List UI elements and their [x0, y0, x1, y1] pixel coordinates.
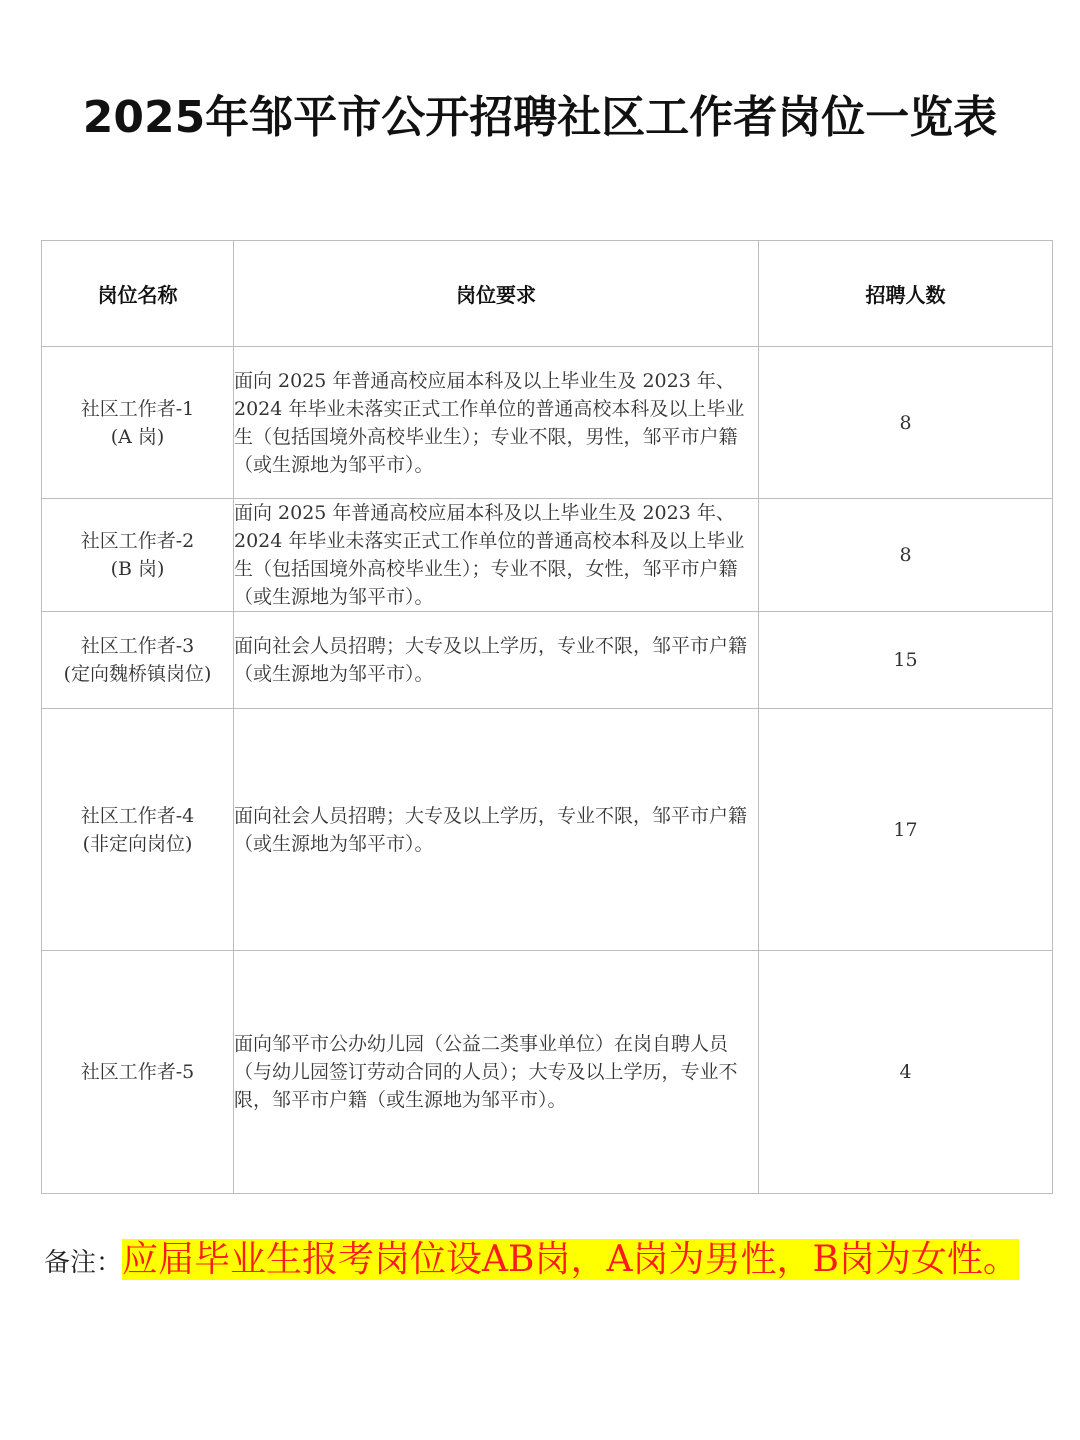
requirement-cell: 面向邹平市公办幼儿园（公益二类事业单位）在岗自聘人员（与幼儿园签订劳动合同的人员）；大专及以上学历，专业不限，邹平市户籍（或生源地为邹平市）。 [234, 951, 759, 1194]
remark-highlight-text: 应届毕业生报考岗位设AB岗，A岗为男性，B岗为女性。 [122, 1239, 1019, 1280]
remark-label: 备注： [44, 1248, 123, 1278]
position-name: 社区工作者-2 [80, 530, 195, 552]
header-count: 招聘人数 [759, 241, 1053, 347]
remark-note [44, 1236, 1034, 1287]
count-cell: 4 [759, 951, 1053, 1194]
table-row [42, 499, 1053, 612]
position-name-cell [42, 951, 234, 1194]
count-cell: 15 [759, 612, 1053, 709]
positions-table [41, 240, 1053, 1194]
position-name: 社区工作者-4 [80, 804, 195, 827]
requirement-cell: 面向社会人员招聘；大专及以上学历，专业不限，邹平市户籍（或生源地为邹平市）。 [234, 612, 759, 709]
position-tag: (定向魏桥镇岗位) [63, 663, 212, 685]
position-tag: (B 岗) [110, 558, 165, 580]
table-row [42, 347, 1053, 499]
position-name-cell [42, 612, 234, 709]
page-title: 2025年邹平市公开招聘社区工作者岗位一览表 [82, 92, 998, 143]
requirement-cell: 面向社会人员招聘；大专及以上学历，专业不限，邹平市户籍（或生源地为邹平市）。 [234, 709, 759, 951]
position-tag: (非定向岗位) [82, 832, 193, 855]
position-name-cell [42, 709, 234, 951]
header-position-name: 岗位名称 [42, 241, 234, 347]
count-cell: 8 [759, 347, 1053, 499]
table-row [42, 709, 1053, 951]
position-name: 社区工作者-1 [80, 397, 195, 420]
table-row [42, 951, 1053, 1194]
requirement-cell: 面向 2025 年普通高校应届本科及以上毕业生及 2023 年、2024 年毕业未落实正式工作单位的普通高校本科及以上毕业生（包括国境外高校毕业生）；专业不限，女性，邹平市户籍（或生源地为邹平市）。 [234, 499, 759, 612]
table-header-row [42, 241, 1053, 347]
position-name-cell [42, 347, 234, 499]
table-row [42, 612, 1053, 709]
position-name-cell [42, 499, 234, 612]
count-cell: 17 [759, 709, 1053, 951]
position-name: 社区工作者-3 [80, 635, 195, 657]
header-requirements: 岗位要求 [234, 241, 759, 347]
position-tag: (A 岗) [110, 425, 165, 448]
requirement-cell: 面向 2025 年普通高校应届本科及以上毕业生及 2023 年、2024 年毕业未落实正式工作单位的普通高校本科及以上毕业生（包括国境外高校毕业生）；专业不限，男性，邹平市户籍（或生源地为邹平市）。 [234, 347, 759, 499]
count-cell: 8 [759, 499, 1053, 612]
position-name: 社区工作者-5 [80, 1061, 195, 1083]
